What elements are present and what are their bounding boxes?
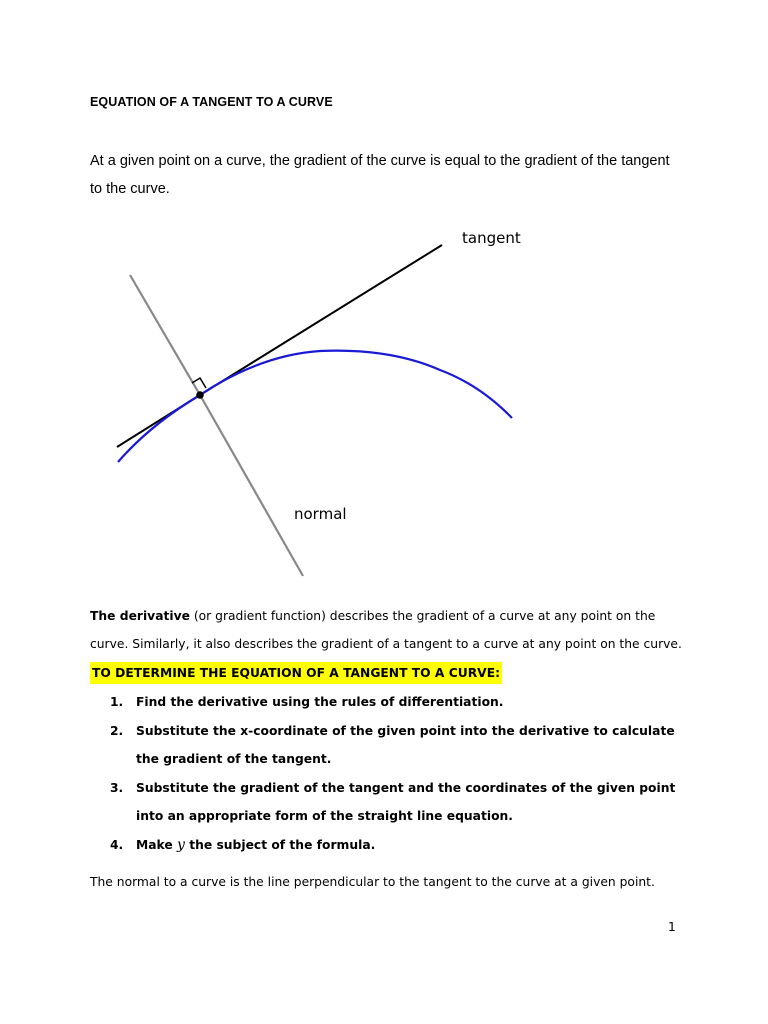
curve bbox=[118, 351, 512, 462]
step-number: 3. bbox=[110, 780, 124, 795]
y-variable: y bbox=[177, 836, 185, 853]
derivative-description: (or gradient function) describes the gradient of a curve at any point on the curve. Similarly, it also describes the gradient of a tangent to a curve at any point on the curve. bbox=[90, 609, 682, 651]
step-text: Find the derivative using the rules of differentiation. bbox=[136, 695, 504, 709]
list-item bbox=[110, 688, 680, 717]
step-text-after: the subject of the formula. bbox=[184, 837, 376, 852]
page-number: 1 bbox=[668, 920, 676, 934]
page-title: EQUATION OF A TANGENT TO A CURVE bbox=[90, 95, 333, 109]
step-text: Substitute the x-coordinate of the given point into the derivative to calculate the gradient of the tangent. bbox=[136, 723, 675, 766]
tangent-label: tangent bbox=[462, 229, 521, 247]
step-text-before: Make bbox=[136, 837, 178, 852]
list-item bbox=[110, 831, 680, 860]
tangent-normal-diagram bbox=[0, 200, 768, 590]
tangent-point bbox=[196, 391, 204, 399]
derivative-paragraph bbox=[90, 602, 690, 658]
list-item bbox=[110, 774, 680, 831]
derivative-term: The derivative bbox=[90, 609, 190, 623]
step-number: 2. bbox=[110, 723, 124, 738]
step-number: 1. bbox=[110, 695, 124, 709]
steps-list bbox=[110, 688, 680, 859]
step-number: 4. bbox=[110, 837, 124, 852]
normal-label: normal bbox=[294, 505, 347, 523]
step-text: Substitute the gradient of the tangent and the coordinates of the given point into an appropriate form of the straight line equation. bbox=[136, 780, 676, 823]
intro-paragraph: At a given point on a curve, the gradient of the curve is equal to the gradient of the tangent to the curve. bbox=[90, 153, 670, 197]
normal-paragraph: The normal to a curve is the line perpendicular to the tangent to the curve at a given point. bbox=[90, 875, 655, 889]
highlighted-heading: TO DETERMINE THE EQUATION OF A TANGENT TO A CURVE: bbox=[90, 662, 502, 684]
list-item bbox=[110, 717, 680, 774]
